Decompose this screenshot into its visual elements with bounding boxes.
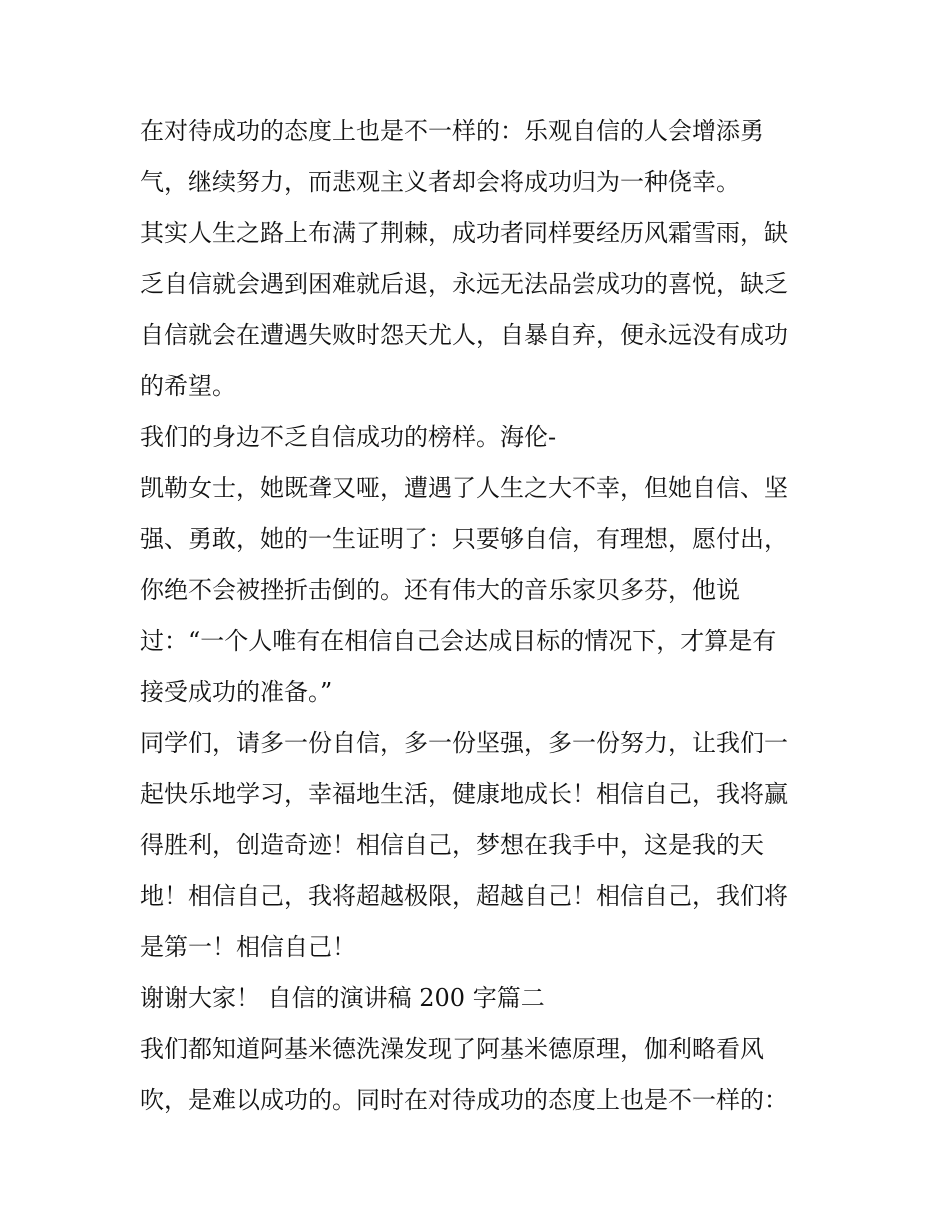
text-line: 吹，是难以成功的。同时在对待成功的态度上也是不一样的： bbox=[140, 1086, 788, 1114]
text-line: 你绝不会被挫折击倒的。还有伟大的音乐家贝多芬，他说 bbox=[140, 576, 740, 604]
text-line: 我们都知道阿基米德洗澡发现了阿基米德原理，伽利略看风 bbox=[140, 1035, 764, 1063]
text-line: 在对待成功的态度上也是不一样的：乐观自信的人会增添勇 bbox=[140, 117, 764, 145]
text-line: 乏自信就会遇到困难就后退，永远无法品尝成功的喜悦，缺乏 bbox=[140, 270, 788, 298]
text-line: 的希望。 bbox=[140, 372, 236, 400]
text-line: 是第一！相信自己！ bbox=[140, 933, 356, 961]
text-line: 自信就会在遭遇失败时怨天尤人，自暴自弃，便永远没有成功 bbox=[140, 321, 788, 349]
text-line: 其实人生之路上布满了荆棘，成功者同样要经历风霜雪雨，缺 bbox=[140, 219, 788, 247]
text-line: 起快乐地学习，幸福地生活，健康地成长！相信自己，我将赢 bbox=[140, 780, 788, 808]
text-line: 强、勇敢，她的一生证明了：只要够自信，有理想，愿付出， bbox=[140, 525, 788, 553]
document-body bbox=[140, 106, 820, 1126]
text-line: 我们的身边不乏自信成功的榜样。海伦- bbox=[140, 423, 557, 451]
text-line: 过：“一个人唯有在相信自己会达成目标的情况下，才算是有 bbox=[140, 627, 777, 655]
text-line: 得胜利，创造奇迹！相信自己，梦想在我手中，这是我的天 bbox=[140, 831, 764, 859]
text-line: 凯勒女士，她既聋又哑，遭遇了人生之大不幸，但她自信、坚 bbox=[140, 474, 788, 502]
text-line: 接受成功的准备。” bbox=[140, 678, 333, 706]
section-heading-line: 谢谢大家！ 自信的演讲稿 200 字篇二 bbox=[140, 984, 545, 1012]
text-line: 同学们，请多一份自信，多一份坚强，多一份努力，让我们一 bbox=[140, 729, 788, 757]
text-line: 气，继续努力，而悲观主义者却会将成功归为一种侥幸。 bbox=[140, 168, 740, 196]
text-line: 地！相信自己，我将超越极限，超越自己！相信自己，我们将 bbox=[140, 882, 788, 910]
